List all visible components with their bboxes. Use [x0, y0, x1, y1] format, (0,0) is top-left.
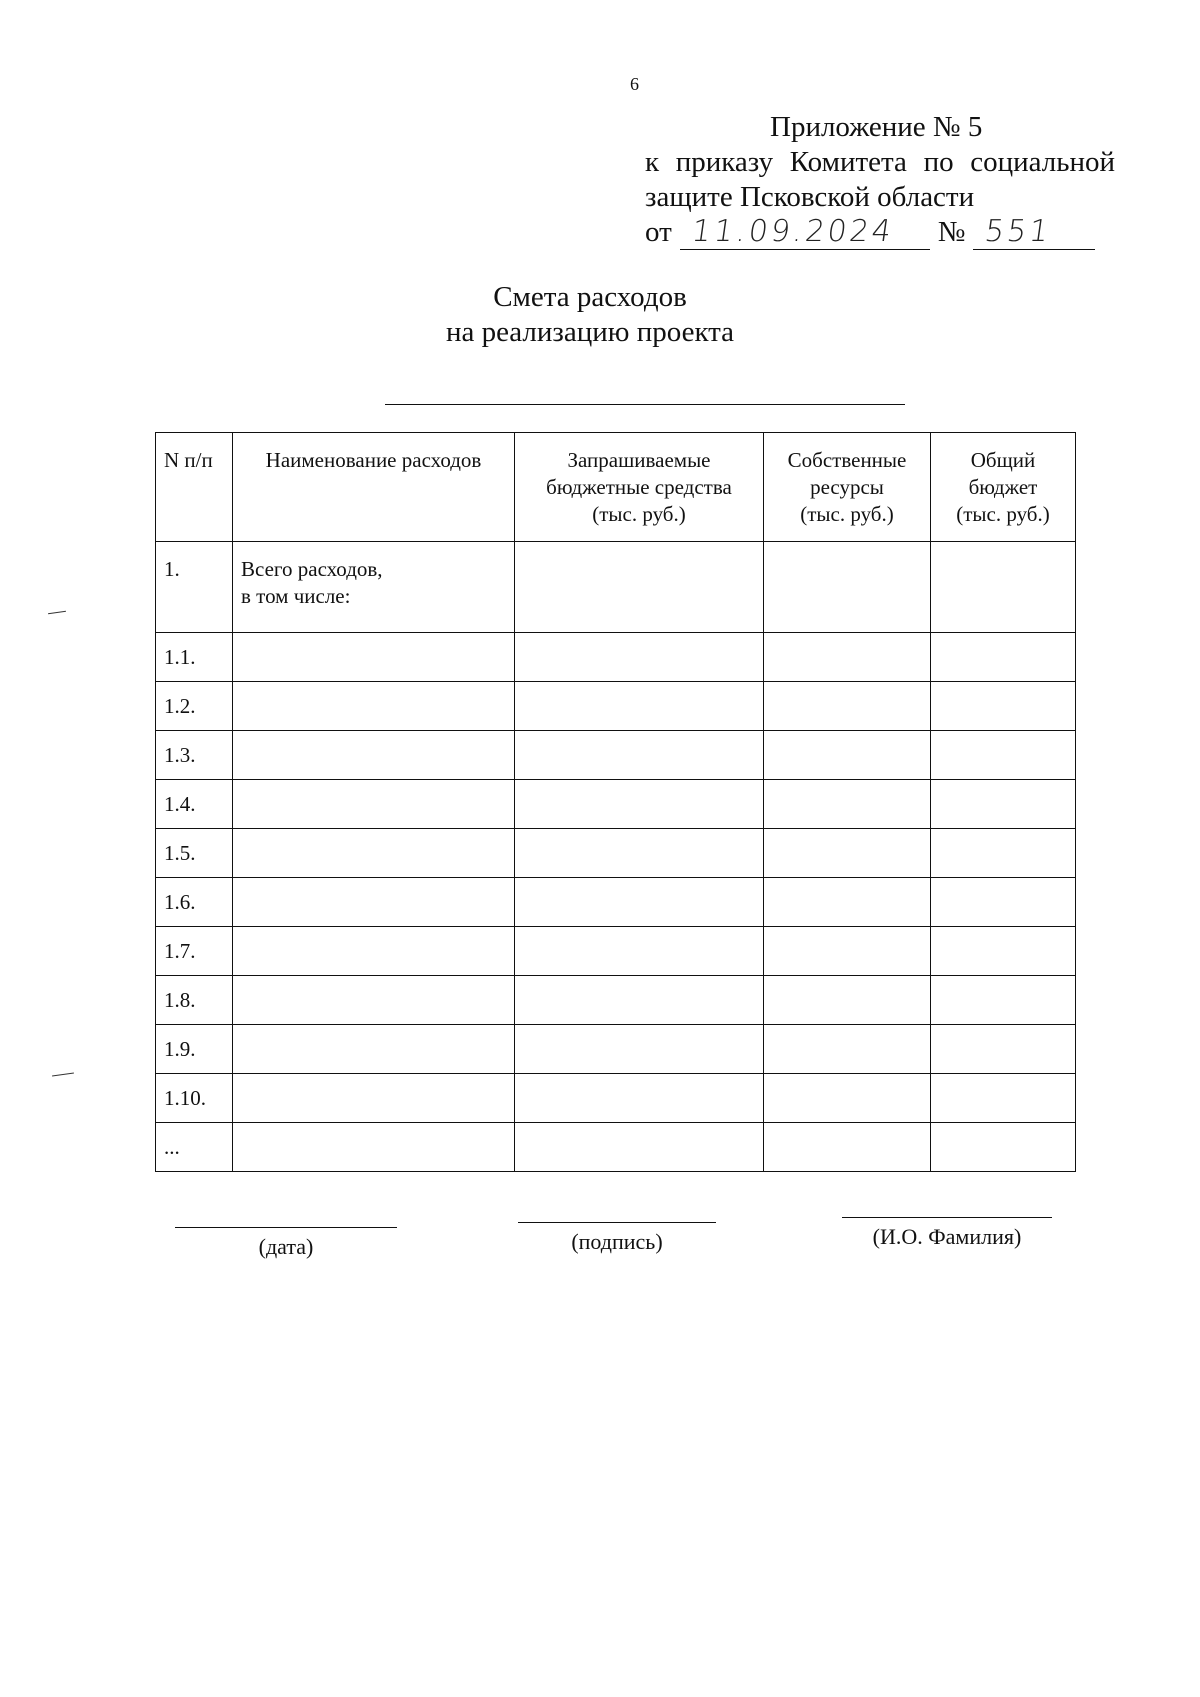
total-line: в том числе:	[241, 584, 351, 608]
cell-expense-name[interactable]	[233, 780, 515, 829]
title-line-2: на реализацию проекта	[445, 316, 735, 348]
appendix-word: Комитета	[789, 146, 907, 178]
table-row	[156, 682, 1076, 731]
cell-total-budget[interactable]	[931, 829, 1076, 878]
table-row	[156, 829, 1076, 878]
appendix-order-line	[645, 145, 1115, 180]
row-number: 1.5.	[156, 829, 233, 878]
cell-own-resources[interactable]	[764, 682, 931, 731]
header-line: (тыс. руб.)	[592, 502, 686, 526]
header-requested-funds	[515, 433, 764, 542]
order-number-field	[973, 214, 1095, 250]
cell-expense-name[interactable]	[233, 878, 515, 927]
table-row	[156, 731, 1076, 780]
row-number: 1.10.	[156, 1074, 233, 1123]
row-number: 1.4.	[156, 780, 233, 829]
row-number: 1.	[156, 542, 233, 633]
cell-total-budget[interactable]	[931, 1025, 1076, 1074]
cell-requested-funds[interactable]	[515, 731, 764, 780]
row-number: 1.6.	[156, 878, 233, 927]
number-label: №	[937, 216, 966, 248]
appendix-word: социальной	[970, 146, 1115, 178]
order-number-handwritten: 551	[983, 214, 1055, 249]
table-row-total	[156, 542, 1076, 633]
header-line: Запрашиваемые	[567, 448, 711, 472]
row-number: 1.3.	[156, 731, 233, 780]
cell-requested-funds[interactable]	[515, 1074, 764, 1123]
date-blank-line[interactable]	[175, 1227, 397, 1228]
cell-requested-funds[interactable]	[515, 976, 764, 1025]
row-number: 1.7.	[156, 927, 233, 976]
cell-own-resources[interactable]	[764, 927, 931, 976]
cell-requested-funds[interactable]	[515, 542, 764, 633]
title-line-1: Смета расходов	[493, 281, 687, 313]
signature-blank-line[interactable]	[518, 1222, 716, 1223]
scan-margin-mark	[48, 611, 66, 614]
cell-requested-funds[interactable]	[515, 1025, 764, 1074]
cell-expense-name[interactable]	[233, 1074, 515, 1123]
cell-total-budget[interactable]	[931, 1074, 1076, 1123]
cell-own-resources[interactable]	[764, 542, 931, 633]
cell-own-resources[interactable]	[764, 829, 931, 878]
scan-margin-mark	[52, 1072, 74, 1076]
signature-caption: (подпись)	[571, 1229, 663, 1254]
appendix-committee-line: защите Псковской области	[645, 181, 975, 213]
cell-expense-name[interactable]	[233, 633, 515, 682]
signature-name-block	[842, 1222, 1052, 1250]
cell-requested-funds[interactable]	[515, 927, 764, 976]
cell-total-budget[interactable]	[931, 542, 1076, 633]
cell-own-resources[interactable]	[764, 1074, 931, 1123]
cell-own-resources[interactable]	[764, 878, 931, 927]
header-expense-name: Наименование расходов	[233, 433, 515, 542]
cell-total-budget[interactable]	[931, 927, 1076, 976]
page-number: 6	[630, 74, 639, 94]
table-row	[156, 1123, 1076, 1172]
appendix-header	[645, 110, 1115, 250]
cell-expense-name[interactable]	[233, 1123, 515, 1172]
cell-expense-name[interactable]	[233, 976, 515, 1025]
document-title	[0, 280, 1180, 350]
header-line: бюджет	[968, 475, 1038, 499]
header-line: Собственные	[787, 448, 907, 472]
header-own-resources	[764, 433, 931, 542]
order-date-field	[680, 214, 930, 250]
header-line: бюджетные средства	[546, 475, 732, 499]
cell-requested-funds[interactable]	[515, 829, 764, 878]
appendix-date-number-line	[645, 215, 1115, 250]
signature-date-block	[175, 1222, 397, 1260]
row-number: 1.1.	[156, 633, 233, 682]
row-number: 1.9.	[156, 1025, 233, 1074]
cell-total-budget[interactable]	[931, 976, 1076, 1025]
name-blank-line[interactable]	[842, 1217, 1052, 1218]
cell-total-budget[interactable]	[931, 1123, 1076, 1172]
appendix-word: приказу	[675, 146, 774, 178]
appendix-word: к	[645, 146, 660, 178]
cell-own-resources[interactable]	[764, 780, 931, 829]
appendix-word: по	[923, 146, 954, 178]
table-row	[156, 878, 1076, 927]
cell-requested-funds[interactable]	[515, 682, 764, 731]
cell-total-budget[interactable]	[931, 731, 1076, 780]
cell-own-resources[interactable]	[764, 976, 931, 1025]
project-name-blank-line	[385, 404, 905, 405]
table-row	[156, 927, 1076, 976]
table-row	[156, 780, 1076, 829]
expense-estimate-table	[155, 432, 1076, 1172]
cell-total-budget[interactable]	[931, 682, 1076, 731]
cell-total-budget[interactable]	[931, 633, 1076, 682]
cell-expense-name[interactable]	[233, 829, 515, 878]
cell-own-resources[interactable]	[764, 633, 931, 682]
cell-own-resources[interactable]	[764, 731, 931, 780]
table-row	[156, 976, 1076, 1025]
header-line: (тыс. руб.)	[800, 502, 894, 526]
appendix-title: Приложение № 5	[770, 111, 983, 143]
total-line: Всего расходов,	[241, 557, 383, 581]
cell-total-budget[interactable]	[931, 878, 1076, 927]
header-line: ресурсы	[810, 475, 884, 499]
cell-requested-funds[interactable]	[515, 633, 764, 682]
cell-requested-funds[interactable]	[515, 878, 764, 927]
order-date-handwritten: 11.09.2024	[689, 214, 897, 249]
cell-own-resources[interactable]	[764, 1123, 931, 1172]
header-total-budget	[931, 433, 1076, 542]
table-row	[156, 1025, 1076, 1074]
name-caption: (И.О. Фамилия)	[872, 1224, 1022, 1249]
row-number: 1.2.	[156, 682, 233, 731]
table-row	[156, 1074, 1076, 1123]
table-row	[156, 633, 1076, 682]
cell-expense-name[interactable]	[233, 682, 515, 731]
cell-requested-funds[interactable]	[515, 1123, 764, 1172]
row-number: 1.8.	[156, 976, 233, 1025]
row-expense-name	[233, 542, 515, 633]
table-header-row	[156, 433, 1076, 542]
cell-expense-name[interactable]	[233, 1025, 515, 1074]
from-label: от	[645, 216, 672, 248]
cell-expense-name[interactable]	[233, 927, 515, 976]
header-line: (тыс. руб.)	[956, 502, 1050, 526]
header-number: N п/п	[156, 433, 233, 542]
cell-expense-name[interactable]	[233, 731, 515, 780]
signature-sign-block	[518, 1222, 716, 1255]
header-line: Общий	[970, 448, 1036, 472]
cell-total-budget[interactable]	[931, 780, 1076, 829]
cell-own-resources[interactable]	[764, 1025, 931, 1074]
date-caption: (дата)	[258, 1234, 314, 1259]
row-number: ...	[156, 1123, 233, 1172]
cell-requested-funds[interactable]	[515, 780, 764, 829]
